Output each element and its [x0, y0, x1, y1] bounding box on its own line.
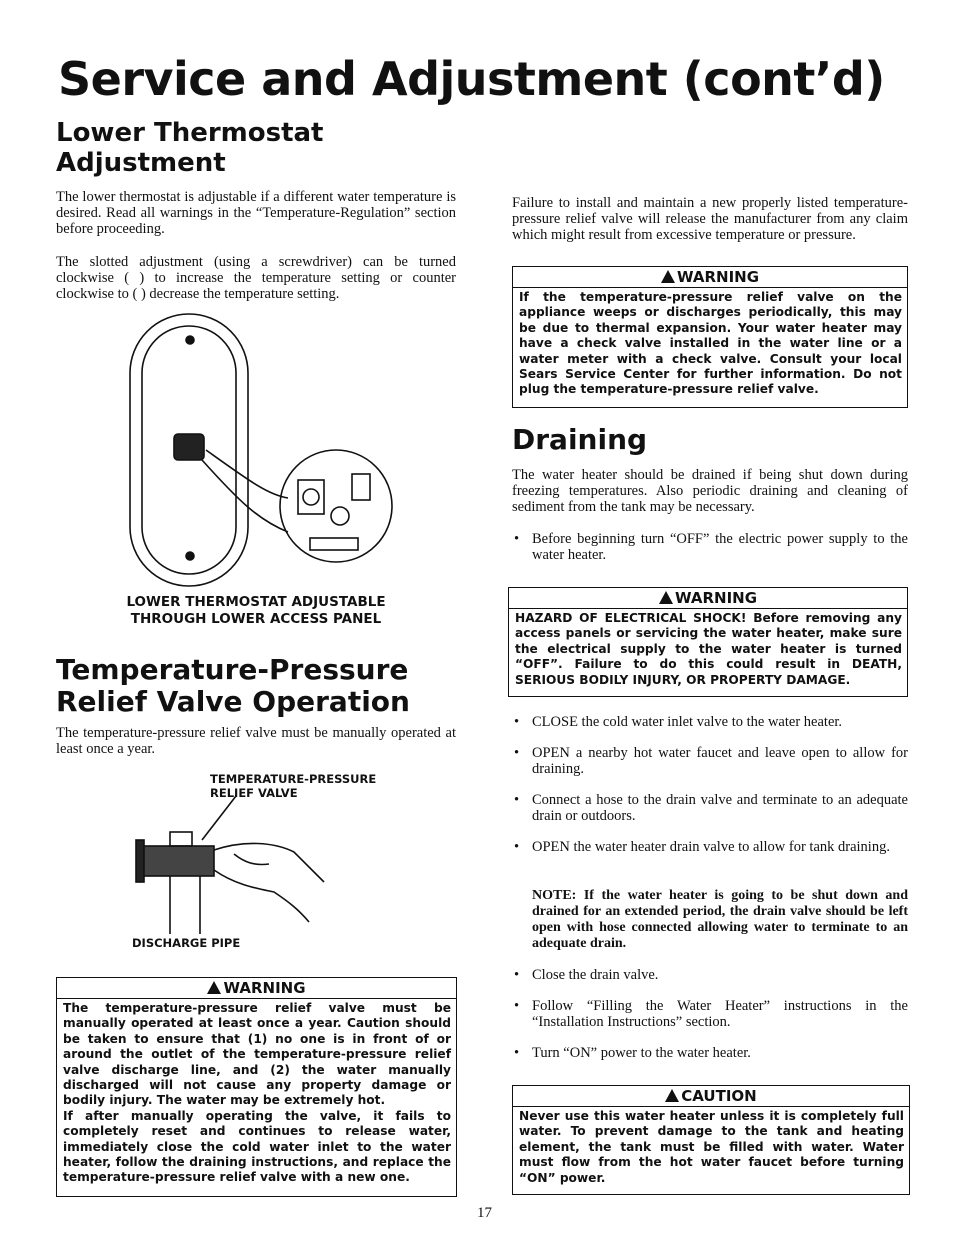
draining-steps2-wrap — [512, 967, 908, 1061]
list-item: • Connect a hose to the drain valve and terminate to an adequate drain or outdoors. — [514, 792, 908, 824]
caution-body: Never use this water heater unless it is completely full water. To prevent damage to the tank and heating element, the tank must be filled with water. Water must flow from the hot water faucet before turning “ON” power. — [519, 1109, 904, 1185]
draining-note-wrap — [532, 888, 908, 952]
electrical-warning-box — [508, 587, 908, 697]
draining-para-wrap — [512, 467, 908, 515]
thermostat-figure-caption: LOWER THERMOSTAT ADJUSTABLE THROUGH LOWER ACCESS PANEL — [126, 594, 386, 627]
tpr-valve-para: The temperature-pressure relief valve must be manually operated at least once a year. — [56, 725, 456, 757]
lower-thermostat-para1-wrap — [56, 189, 456, 237]
draining-heading: Draining — [512, 423, 648, 456]
tpr-warning-text1: The temperature-pressure relief valve must be manually operated at least once a year. Caution should be taken to ensure that (1) no one is in front of or around the outlet of the temperature-pressure relief valve discharge line, and (2) the water manually discharged will not cause any property damage or bodily injury. The water may be extremely hot. — [63, 1001, 451, 1108]
list-item: • Before beginning turn “OFF” the electric power supply to the water heater. — [514, 531, 908, 563]
tpr-warning-title: WARNING — [223, 979, 306, 997]
page-number: 17 — [477, 1205, 492, 1221]
list-item: • Follow “Filling the Water Heater” instructions in the “Installation Instructions” section. — [514, 998, 908, 1030]
draining-para: The water heater should be drained if being shut down during freezing temperatures. Also periodic draining and cleaning of sediment from the tank may be necessary. — [512, 467, 908, 515]
tpr-valve-label: TEMPERATURE-PRESSURE RELIEF VALVE — [210, 772, 377, 800]
tpr-warning-box — [56, 977, 457, 1197]
weep-warning-header — [513, 267, 907, 288]
draining-steps-wrap — [512, 714, 908, 855]
electrical-warning-body: HAZARD OF ELECTRICAL SHOCK! Before removing any access panels or servicing the water heater, make sure the electrical supply to the water heater is turned “OFF”. Failure to do this could result in DEATH, SERIOUS BODILY INJURY, OR PROPERTY DAMAGE. — [515, 611, 902, 687]
draining-heading-wrap — [512, 424, 908, 456]
tpr-warning-body — [57, 999, 456, 1189]
right-intro-para: Failure to install and maintain a new properly listed temperature-pressure relief valve will release the manufacturer from any claim which might result from excessive temperature or pressure. — [512, 195, 908, 243]
relief-valve-illustration — [124, 792, 344, 942]
caution-title: CAUTION — [681, 1087, 757, 1105]
list-item: • Close the drain valve. — [514, 967, 659, 983]
weep-warning-title: WARNING — [676, 268, 760, 286]
lower-thermostat-section — [56, 118, 456, 178]
tpr-weep-warning-box — [512, 266, 908, 408]
list-item: • OPEN the water heater drain valve to allow for tank draining. — [514, 839, 890, 855]
electrical-warning-title: WARNING — [674, 589, 758, 607]
tpr-heading-wrap — [56, 654, 456, 718]
warning-triangle-icon — [665, 1089, 679, 1102]
warning-triangle-icon — [207, 981, 221, 994]
tpr-valve-heading: Temperature-Pressure Relief Valve Operation — [56, 653, 410, 718]
list-item: • OPEN a nearby hot water faucet and leave open to allow for draining. — [514, 745, 908, 777]
tpr-warning-text2: If after manually operating the valve, it fails to completely reset and continues to release water, immediately close the cold water inlet to the water heater, follow the draining instructions, and replace the temperature-pressure relief valve with a new one. — [63, 1108, 451, 1185]
lower-thermostat-para2: The slotted adjustment (using a screwdriver) can be turned clockwise ( ) to increase the temperature setting or counter clockwise to ( ) decrease the temperature setting. — [56, 254, 456, 302]
thermostat-caption-wrap — [60, 594, 452, 628]
draining-note: NOTE: If the water heater is going to be shut down and drained for an extended period, the drain valve should be left open with hose connected allowing water to terminate to an adequate drain. — [532, 888, 908, 951]
lower-thermostat-heading: Lower Thermostat Adjustment — [56, 118, 324, 178]
draining-before-wrap — [512, 531, 908, 563]
warning-triangle-icon — [661, 270, 675, 283]
electrical-warning-header — [509, 588, 907, 609]
tpr-para-wrap — [56, 725, 456, 757]
warning-triangle-icon — [659, 591, 673, 604]
page-title: Service and Adjustment (cont’d) — [58, 52, 885, 106]
right-intro-wrap — [512, 195, 908, 243]
caution-header — [513, 1086, 909, 1107]
discharge-pipe-label: DISCHARGE PIPE — [132, 936, 241, 950]
caution-box — [512, 1085, 910, 1195]
list-item: • Turn “ON” power to the water heater. — [514, 1045, 751, 1061]
thermostat-illustration — [118, 310, 408, 595]
lower-thermostat-para2-wrap — [56, 254, 456, 302]
lower-thermostat-para1: The lower thermostat is adjustable if a different water temperature is desired. Read all warnings in the “Temperature-Regulation” section before proceeding. — [56, 189, 456, 237]
list-item: • CLOSE the cold water inlet valve to the water heater. — [514, 714, 843, 730]
tpr-warning-header — [57, 978, 456, 999]
weep-warning-body: If the temperature-pressure relief valve on the appliance weeps or discharges periodically, this may be due to thermal expansion. Your water heater may have a check valve installed in the water line or a water meter with a check valve. Consult your local Sears Service Center for further information. Do not plug the temperature-pressure relief valve. — [519, 290, 902, 397]
